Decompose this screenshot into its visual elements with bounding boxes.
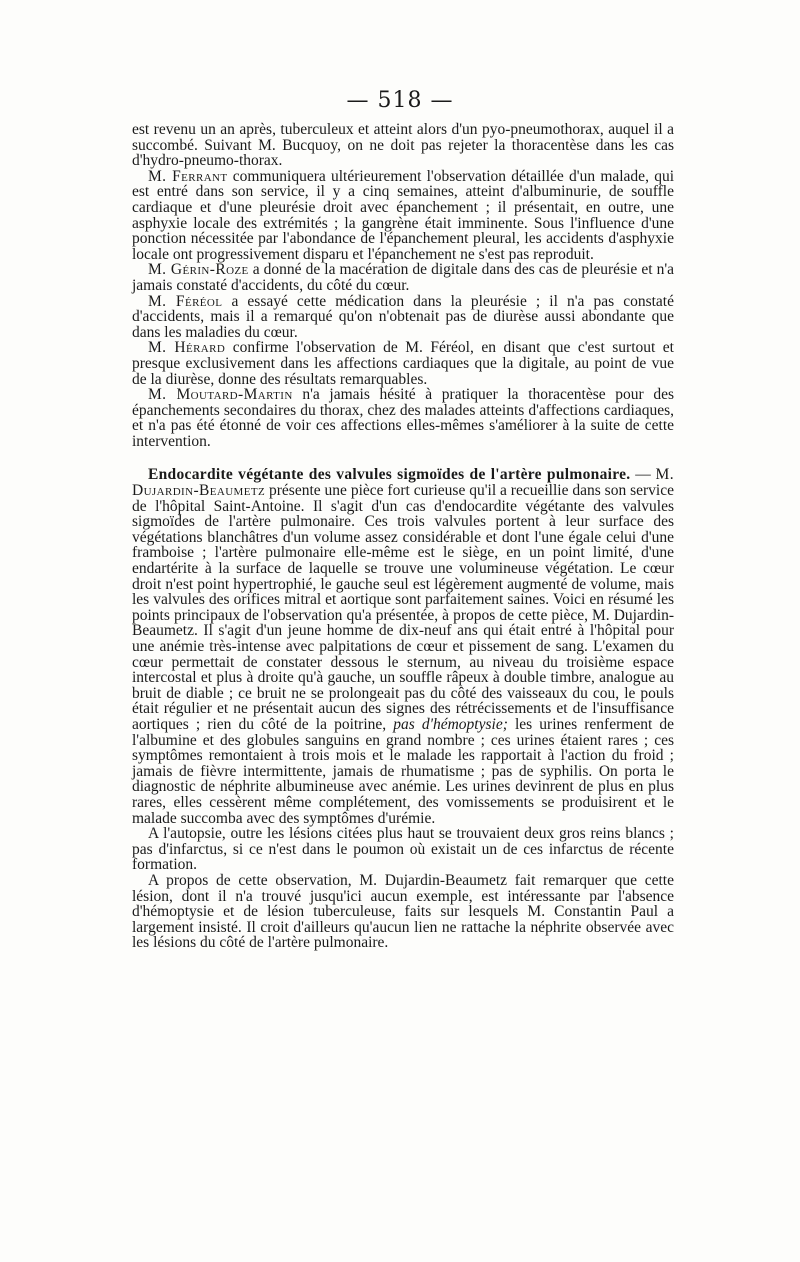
section-title: Endocardite végétante des valvules sigmoïdes de l'artère pulmonaire. [148, 466, 631, 484]
paragraph-final: A propos de cette observation, M. Dujardin-Beaumetz fait remarquer que cette lésion, dont il n'a trouvé jusqu'ici aucun exemple, est intéressante par l'absence d'hémoptysie et de lésion tuberculeuse, faits sur lesquels M. Constantin Paul a largement insisté. Il croit d'ailleurs qu'aucun lien ne rattache la néphrite observée avec les lésions du côté de l'artère pulmonaire. [132, 871, 674, 952]
paragraph-autopsie: A l'autopsie, outre les lésions citées plus haut se trouvaient deux gros reins blancs ; pas d'infarctus, si ce n'est dans le poumon où existait un de ces infarctus de récente formation. [132, 825, 674, 874]
speaker-name: M. Dujardin-Beaumetz [132, 466, 675, 500]
body-text [132, 122, 674, 951]
speaker-name: M. Moutard-Martin [148, 386, 293, 404]
paragraph-text: a essayé cette médication dans la pleurésie ; il n'a pas constaté d'accidents, mais il a remarqué qu'on n'obtenait pas de diurèse aussi abondante que dans les maladies du cœur. [132, 292, 674, 341]
speaker-name: M. Ferrant [148, 167, 228, 185]
section-italic: pas d'hémoptysie; [393, 715, 508, 733]
section-dash: — [630, 466, 656, 484]
paragraph-text: a donné de la macération de digitale dans des cas de pleurésie et n'a jamais constaté d'accidents, du côté du cœur. [132, 261, 674, 294]
paragraph-text: confirme l'observation de M. Féréol, en disant que c'est surtout et presque exclusivement dans les affections cardiaques que la digitale, au point de vue de la diurèse, donne des résultats remarquables. [132, 339, 674, 388]
paragraph-fereol [132, 294, 674, 341]
speaker-name: M. Gérin-Roze [148, 261, 249, 279]
section-text-a: présente une pièce fort curieuse qu'il a recueillie dans son service de l'hôpital Saint-Antoine. Il s'agit d'un cas d'endocardite végétante des valvules sigmoïdes de l'artère pulmonaire. Ces trois valvules portent à leur surface des végétations blanchâtres d'un volume assez considérable et dont l'une égale celui d'une framboise ; l'artère pulmonaire elle-même est le siège, en un point limité, d'une endartérite à la surface de laquelle se trouve une volumineuse végétation. Le cœur droit n'est point hypertrophié, le gauche seul est légèrement augmenté de volume, mais les valvules des orifices mitral et aortique sont parfaitement saines. Voici en résumé les points principaux de l'observation qu'a présentée, à propos de cette pièce, M. Dujardin-Beaumetz. Il s'agit d'un jeune homme de dix-neuf ans qui était entré à l'hôpital pour une anémie très-intense avec palpitations de cœur et pissement de sang. L'examen du cœur permettait de constater dessous le sternum, au niveau du troisième espace intercostal et plus à droite qu'à gauche, un souffle râpeux à double timbre, analogue au bruit de diable ; ce bruit ne se prolongeait pas du côté des vaisseaux du cou, le pouls était régulier et ne présentait aucun des signes des rétrécissements et de l'insuffisance aortiques ; rien du côté de la poitrine, [132, 482, 674, 733]
paragraph-text: communiquera ultérieurement l'observation détaillée d'un malade, qui est entré dans son service, il y a cinq semaines, atteint d'albuminurie, de souffle cardiaque et d'une pleurésie droit avec épanchement ; il présentait, en outre, une asphyxie locale des extrémités ; la gangrène était imminente. Sous l'influence d'une ponction nécessitée par l'abondance de l'épanchement pleural, les accidents d'asphyxie locale ont progressivement disparu et l'épanchement ne s'est pas reproduit. [132, 167, 674, 263]
page-number: — 518 — [346, 88, 454, 113]
paragraph-ferrant [132, 169, 674, 263]
section-spacer [132, 449, 674, 467]
paragraph-moutard-martin [132, 387, 674, 449]
speaker-name: M. Féréol [148, 292, 223, 310]
section-text-b: les urines renferment de l'albumine et des globules sanguins en grand nombre ; ces urines étaient rares ; ces symptômes remontaient à trois mois et le malade les rapportait à l'action du froid ; jamais de fièvre intermittente, jamais de rhumatisme ; pas de syphilis. On porta le diagnostic de néphrite albumineuse avec anémie. Les urines devinrent de plus en plus rares, elles cessèrent même complétement, des vomissements se produisirent et le malade succomba avec des symptômes d'urémie. [132, 715, 674, 827]
section-paragraph-endocardite [132, 467, 674, 826]
paragraph-text: n'a jamais hésité à pratiquer la thoracentèse pour des épanchements secondaires du thorax, chez des malades atteints d'affections cardiaques, et n'a pas été étonné de voir ces affections elles-mêmes s'améliorer à la suite de cette intervention. [132, 386, 674, 450]
speaker-name: M. Hérard [148, 339, 226, 357]
paragraph-intro: est revenu un an après, tuberculeux et atteint alors d'un pyo-pneumothorax, auquel il a succombé. Suivant M. Bucquoy, on ne doit pas rejeter la thoracentèse dans les cas d'hydro-pneumo-thorax. [132, 121, 674, 170]
paragraph-gerin-roze [132, 262, 674, 293]
paragraph-herard [132, 340, 674, 387]
